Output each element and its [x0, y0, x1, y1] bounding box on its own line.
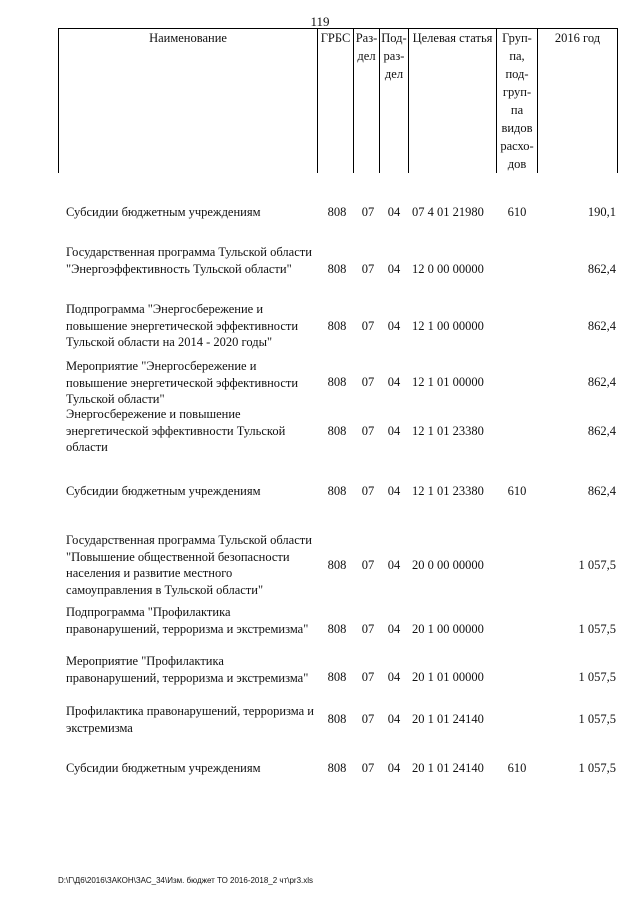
row-amount: 862,4	[587, 484, 616, 498]
row-razdel: 07	[361, 424, 375, 438]
row-name: Субсидии бюджетным учреждениям	[66, 484, 261, 498]
page-number: 119	[310, 14, 330, 29]
row-podrazdel: 04	[387, 622, 401, 636]
row-name: Мероприятие "Энергосбережение и повышение энергетической эффективности Тульской области"	[66, 359, 299, 406]
row-grbs: 808	[327, 712, 347, 726]
header-razdel: Раз- дел	[353, 28, 380, 173]
row-razdel: 07	[361, 205, 375, 219]
row-target-article: 12 1 01 23380	[412, 424, 484, 438]
row-grbs: 808	[327, 262, 347, 276]
header-target-article: Целевая статья	[408, 28, 497, 173]
row-target-article: 20 1 01 24140	[412, 761, 484, 775]
row-podrazdel: 04	[387, 262, 401, 276]
row-target-article: 20 1 01 24140	[412, 712, 484, 726]
row-razdel: 07	[361, 761, 375, 775]
row-podrazdel: 04	[387, 670, 401, 684]
header-year: 2016 год	[537, 28, 618, 173]
row-target-article: 12 1 00 00000	[412, 319, 484, 333]
row-target-article: 12 0 00 00000	[412, 262, 484, 276]
header-expense-group: Груп- па, под- груп- па видов расхо- дов	[496, 28, 538, 173]
row-target-article: 20 1 01 00000	[412, 670, 484, 684]
row-name: Субсидии бюджетным учреждениям	[66, 205, 261, 219]
file-path-footer: D:\Г\Д6\2016\ЗАКОН\ЗАС_34\Изм. бюджет ТО 2016-2018_2 чт\pr3.xls	[58, 876, 314, 885]
row-podrazdel: 04	[387, 319, 401, 333]
row-amount: 1 057,5	[578, 712, 616, 726]
row-name: Государственная программа Тульской области "Энергоэффективность Тульской области"	[66, 245, 312, 276]
header-name: Наименование	[58, 28, 318, 173]
row-target-article: 20 0 00 00000	[412, 558, 484, 572]
row-amount: 862,4	[587, 262, 616, 276]
row-amount: 190,1	[587, 205, 616, 219]
row-razdel: 07	[361, 558, 375, 572]
row-name: Профилактика правонарушений, терроризма и экстремизма	[66, 704, 314, 735]
row-podrazdel: 04	[387, 712, 401, 726]
row-amount: 862,4	[587, 424, 616, 438]
row-expense-group: 610	[507, 205, 527, 219]
row-razdel: 07	[361, 375, 375, 389]
row-grbs: 808	[327, 484, 347, 498]
row-name: Подпрограмма "Профилактика правонарушений, терроризма и экстремизма"	[66, 605, 309, 636]
row-grbs: 808	[327, 761, 347, 775]
row-razdel: 07	[361, 319, 375, 333]
row-podrazdel: 04	[387, 375, 401, 389]
header-grbs: ГРБС	[317, 28, 354, 173]
row-razdel: 07	[361, 622, 375, 636]
row-target-article: 12 1 01 00000	[412, 375, 484, 389]
row-amount: 862,4	[587, 375, 616, 389]
row-amount: 1 057,5	[578, 670, 616, 684]
row-target-article: 07 4 01 21980	[412, 205, 484, 219]
row-amount: 1 057,5	[578, 622, 616, 636]
row-podrazdel: 04	[387, 424, 401, 438]
row-razdel: 07	[361, 262, 375, 276]
row-podrazdel: 04	[387, 484, 401, 498]
header-podrazdel: Под- раз- дел	[379, 28, 409, 173]
row-target-article: 20 1 00 00000	[412, 622, 484, 636]
row-grbs: 808	[327, 375, 347, 389]
row-amount: 862,4	[587, 319, 616, 333]
row-grbs: 808	[327, 424, 347, 438]
row-podrazdel: 04	[387, 205, 401, 219]
row-name: Подпрограмма "Энергосбережение и повышение энергетической эффективности Тульской области на 2014 - 2020 годы"	[66, 302, 299, 349]
row-expense-group: 610	[507, 761, 527, 775]
row-razdel: 07	[361, 670, 375, 684]
row-name: Государственная программа Тульской области "Повышение общественной безопасности населения и развитие местного самоуправления в Тульской области"	[66, 533, 312, 597]
row-grbs: 808	[327, 205, 347, 219]
row-podrazdel: 04	[387, 761, 401, 775]
row-razdel: 07	[361, 484, 375, 498]
row-amount: 1 057,5	[578, 558, 616, 572]
row-grbs: 808	[327, 558, 347, 572]
row-expense-group: 610	[507, 484, 527, 498]
row-name: Субсидии бюджетным учреждениям	[66, 761, 261, 775]
row-name: Мероприятие "Профилактика правонарушений, терроризма и экстремизма"	[66, 654, 309, 685]
row-grbs: 808	[327, 622, 347, 636]
row-amount: 1 057,5	[578, 761, 616, 775]
row-name: Энергосбережение и повышение энергетической эффективности Тульской области	[66, 407, 286, 454]
row-target-article: 12 1 01 23380	[412, 484, 484, 498]
row-podrazdel: 04	[387, 558, 401, 572]
row-grbs: 808	[327, 319, 347, 333]
row-grbs: 808	[327, 670, 347, 684]
row-razdel: 07	[361, 712, 375, 726]
